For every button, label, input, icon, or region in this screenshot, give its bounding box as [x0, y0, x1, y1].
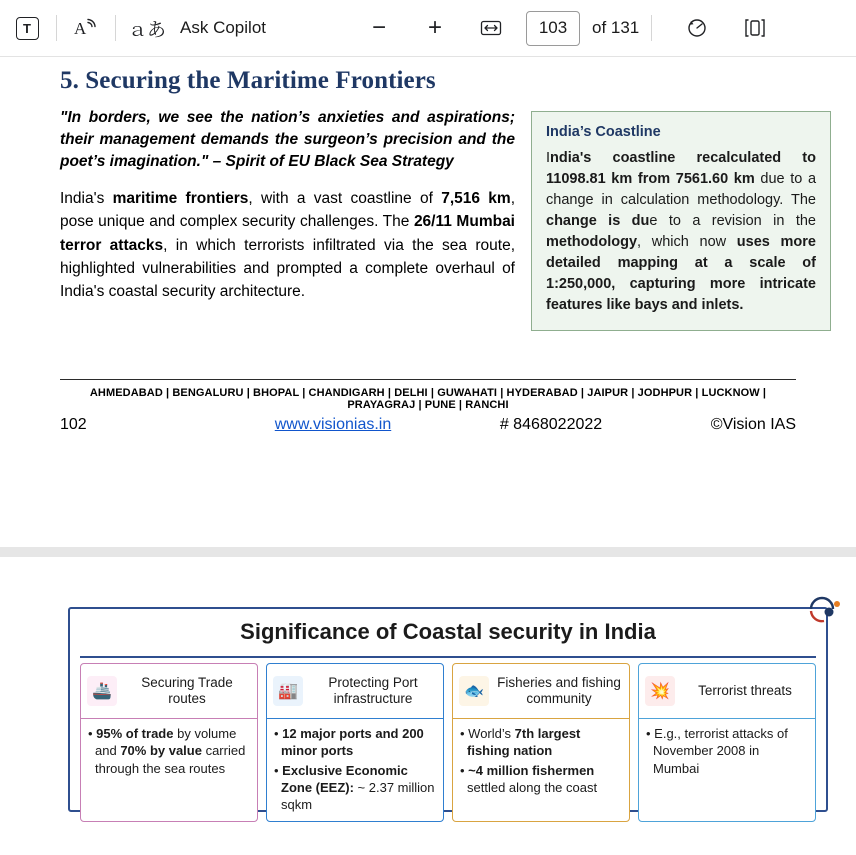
svg-text:A: A	[74, 19, 87, 38]
list-item: • E.g., terrorist attacks of November 2008 in Mumbai	[646, 726, 788, 776]
footer-website-link[interactable]: www.visionias.in	[274, 416, 392, 434]
footer-phone: # 8468022022	[499, 416, 603, 434]
card-terrorist-threats	[638, 663, 816, 822]
document-page-102	[0, 57, 856, 547]
card-bullet-list	[274, 725, 436, 813]
card-bullet-list	[646, 725, 808, 777]
zoom-in-button[interactable]	[418, 11, 452, 45]
card-header	[267, 664, 443, 719]
text-select-button[interactable]	[10, 11, 44, 45]
page-title: 5. Securing the Maritime Frontiers	[60, 67, 436, 94]
minus-icon: −	[371, 14, 386, 41]
page-layout-button[interactable]	[738, 11, 772, 45]
card-body	[639, 719, 815, 785]
card-body	[81, 719, 257, 785]
trade-route-icon: 🚢	[87, 676, 117, 706]
fit-to-width-button[interactable]	[474, 11, 508, 45]
body-paragraph: India's maritime frontiers, with a vast coastline of 7,516 km, pose unique and complex security challenges. The 26/11 Mumbai terror attacks, in which terrorists infiltrated via the sea route, highlighted vulnerabilities and prompted a complete overhaul of India's coastal security architecture.	[60, 190, 516, 300]
translate-button[interactable]	[128, 11, 166, 45]
read-aloud-button[interactable]	[69, 11, 103, 45]
list-item: • ~4 million fishermen settled along the coast	[460, 762, 598, 795]
rotate-button[interactable]	[680, 11, 714, 45]
list-item: • World’s 7th largest fishing nation	[460, 726, 581, 759]
card-bullet-list	[460, 725, 622, 796]
footer-cities: AHMEDABAD | BENGALURU | BHOPAL | CHANDIGARH | DELHI | GUWAHATI | HYDERABAD | JAIPUR | JODHPUR | LUCKNOW | PRAYAGRAJ | PUNE | RANCHI	[89, 387, 767, 412]
card-heading: Protecting Port infrastructure	[328, 674, 418, 706]
card-securing-trade-routes	[80, 663, 258, 822]
page-layout-icon	[744, 18, 766, 38]
page-number-input[interactable]	[526, 11, 580, 46]
card-body	[453, 719, 629, 804]
text-select-icon: T	[16, 17, 39, 40]
toolbar-divider	[56, 15, 57, 41]
document-page-103	[0, 557, 856, 855]
page-total-label: of 131	[592, 18, 640, 37]
card-header	[639, 664, 815, 719]
terrorist-threat-icon: 💥	[645, 676, 675, 706]
page-gap	[0, 547, 856, 557]
card-heading: Terrorist threats	[698, 682, 792, 698]
callout-box-india-coastline	[531, 111, 831, 331]
pdf-viewer[interactable]	[0, 57, 856, 855]
fit-width-icon	[480, 19, 502, 37]
callout-title: India’s Coastline	[546, 124, 661, 140]
card-header	[453, 664, 629, 719]
list-item: • 12 major ports and 200 minor ports	[274, 726, 424, 759]
plus-icon: +	[427, 14, 442, 41]
pdf-toolbar	[0, 0, 856, 57]
footer-copyright: ©Vision IAS	[710, 416, 796, 434]
card-protecting-port-infrastructure	[266, 663, 444, 822]
pull-quote: "In borders, we see the nation’s anxieties and aspirations; their management demands the surgeon’s precision and the poet’s imagination." – Spirit of EU Black Sea Strategy	[60, 109, 515, 170]
toolbar-divider-3	[651, 15, 652, 41]
card-body	[267, 719, 443, 821]
card-heading: Securing Trade routes	[141, 674, 233, 706]
footer-page-number: 102	[60, 416, 87, 434]
toolbar-divider-2	[115, 15, 116, 41]
page-columns	[60, 107, 817, 331]
vision-ias-logo-icon	[808, 595, 842, 623]
zoom-out-button[interactable]	[362, 11, 396, 45]
card-bullet-list	[88, 725, 250, 777]
footer-line	[60, 413, 796, 434]
list-item: • Exclusive Economic Zone (EEZ): ~ 2.37 million sqkm	[274, 762, 435, 813]
translate-icon: ａあ	[128, 19, 167, 41]
card-fisheries-and-fishing-community	[452, 663, 630, 822]
port-infrastructure-icon: 🏭	[273, 676, 303, 706]
infographic-title-rule	[80, 656, 816, 658]
left-column	[60, 107, 515, 303]
card-heading: Fisheries and fishing community	[497, 674, 621, 706]
list-item: • 95% of trade by volume and 70% by value carried through the sea routes	[88, 726, 246, 776]
callout-body: India's coastline recalculated to 11098.81 km from 7561.60 km due to a change in calculation methodology. The change is due to a revision in the methodology, which now uses more detailed mapping at a scale of 1:250,000, capturing more intricate features like bays and inlets.	[546, 150, 817, 314]
infographic-coastal-security	[68, 607, 828, 812]
rotate-icon	[685, 17, 709, 39]
ask-copilot-button[interactable]: Ask Copilot	[180, 18, 266, 37]
infographic-title: Significance of Coastal security in India	[240, 619, 656, 644]
fishing-community-icon: 🐟	[459, 676, 489, 706]
read-aloud-icon	[74, 17, 98, 39]
card-header	[81, 664, 257, 719]
infographic-cards	[70, 653, 826, 822]
